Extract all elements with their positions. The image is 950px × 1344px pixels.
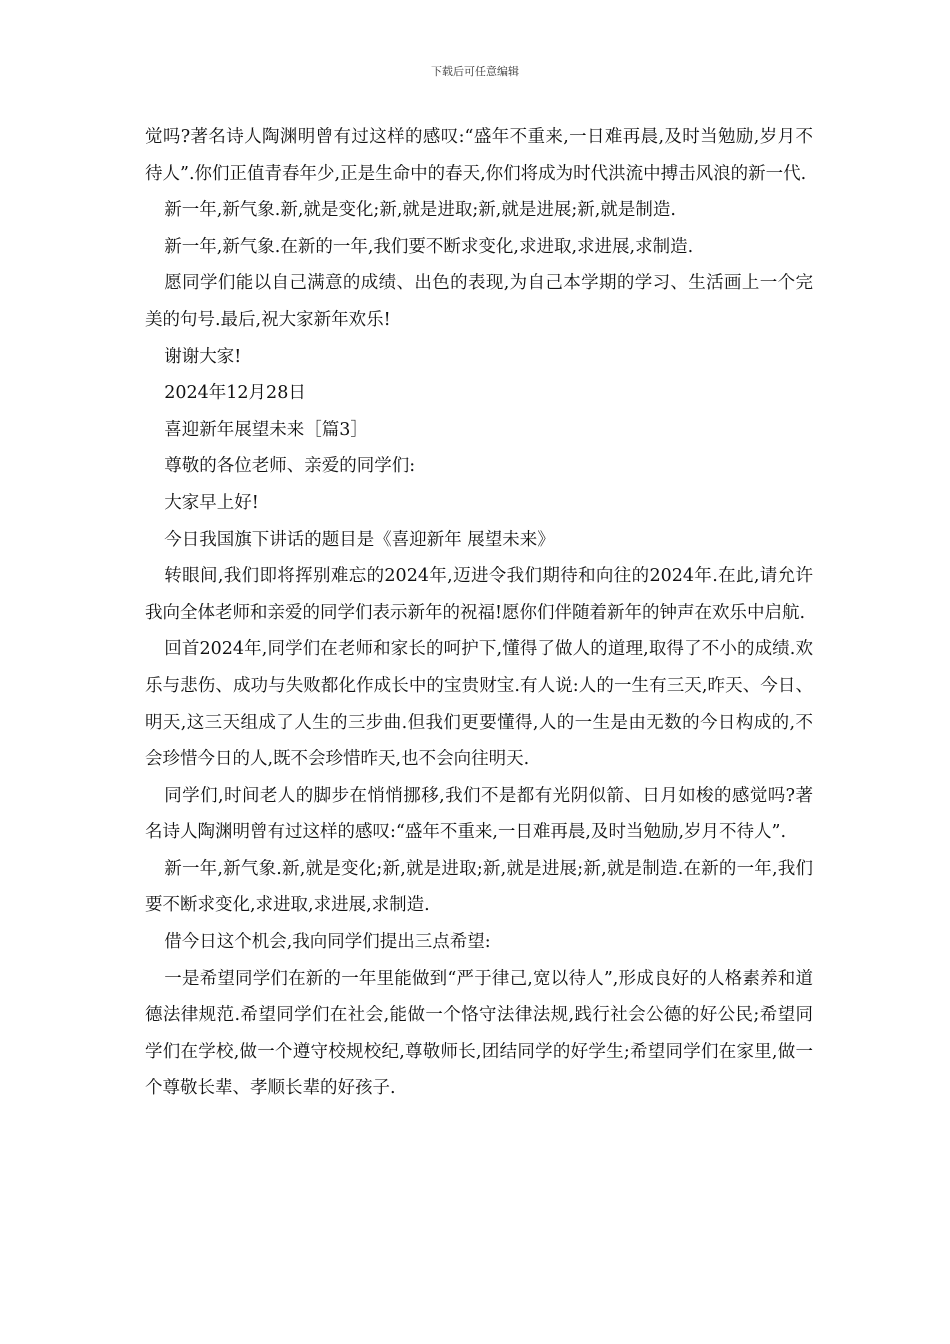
- page-header: 下载后可任意编辑: [431, 65, 519, 78]
- document-body: [145, 119, 813, 1107]
- greeting: 大家早上好!: [164, 492, 259, 513]
- paragraph: 回首2024年,同学们在老师和家长的呵护下,懂得了做人的道理,取得了不小的成绩.欢乐与悲伤、成功与失败都化作成长中的宝贵财宝.有人说:人的一生有三天,昨天、今日、明天,这三天组成了人生的三步曲.但我们更要懂得,人的一生是由无数的今日构成的,不会珍惜今日的人,既不会珍惜昨天,也不会向往明天.: [145, 639, 813, 770]
- speech-topic: 今日我国旗下讲话的题目是《喜迎新年 展望未来》: [164, 529, 555, 550]
- paragraph: 新一年,新气象.新,就是变化;新,就是进取;新,就是进展;新,就是制造.在新的一年,我们要不断求变化,求进取,求进展,求制造.: [145, 858, 813, 916]
- paragraph: 同学们,时间老人的脚步在悄悄挪移,我们不是都有光阴似箭、日月如梭的感觉吗?著名诗人陶渊明曾有过这样的感叹:“盛年不重来,一日难再晨,及时当勉励,岁月不待人”.: [145, 785, 813, 843]
- section-title: 喜迎新年展望未来［篇3］: [164, 419, 368, 440]
- closing-thanks: 谢谢大家!: [164, 346, 242, 367]
- salutation: 尊敬的各位老师、亲爱的同学们:: [164, 456, 416, 477]
- paragraph: 新一年,新气象.新,就是变化;新,就是进取;新,就是进展;新,就是制造.: [164, 200, 676, 221]
- paragraph: 觉吗?著名诗人陶渊明曾有过这样的感叹:“盛年不重来,一日难再晨,及时当勉励,岁月不待人”.你们正值青春年少,正是生命中的春天,你们将成为时代洪流中搏击风浪的新一代.: [145, 127, 813, 184]
- paragraph: 借今日这个机会,我向同学们提出三点希望:: [164, 932, 491, 953]
- paragraph: 一是希望同学们在新的一年里能做到“严于律己,宽以待人”,形成良好的人格素养和道德法律规范.希望同学们在社会,能做一个恪守法律法规,践行社会公德的好公民;希望同学们在学校,做一个遵守校规校纪,尊敬师长,团结同学的好学生;希望同学们在家里,做一个尊敬长辈、孝顺长辈的好孩子.: [145, 968, 813, 1099]
- paragraph: 愿同学们能以自己满意的成绩、出色的表现,为自己本学期的学习、生活画上一个完美的句号.最后,祝大家新年欢乐!: [145, 273, 813, 330]
- speech-date: 2024年12月28日: [164, 383, 306, 404]
- paragraph: 新一年,新气象.在新的一年,我们要不断求变化,求进取,求进展,求制造.: [164, 236, 694, 257]
- paragraph: 转眼间,我们即将挥别难忘的2024年,迈进令我们期待和向往的2024年.在此,请允许我向全体老师和亲爱的同学们表示新年的祝福!愿你们伴随着新年的钟声在欢乐中启航.: [145, 566, 813, 623]
